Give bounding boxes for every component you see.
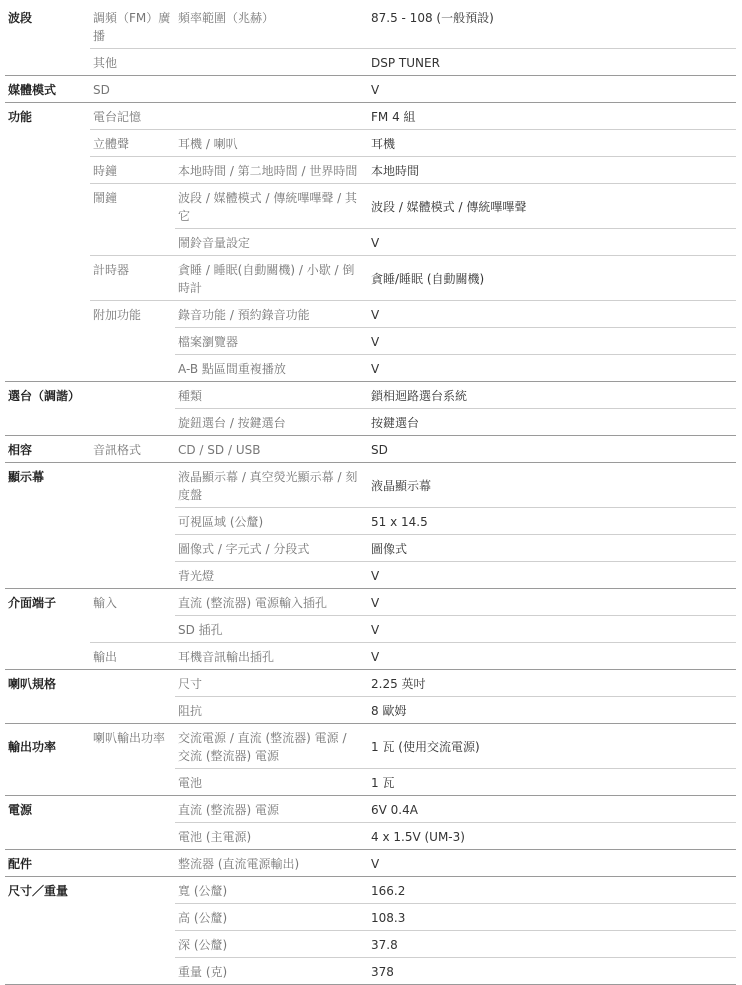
spec-subcategory: [90, 463, 175, 508]
spec-value: DSP TUNER: [363, 49, 736, 76]
spec-value: 108.3: [363, 904, 736, 931]
spec-item: 直流 (整流器) 電源: [175, 796, 363, 823]
spec-item: 種類: [175, 382, 363, 409]
spec-value: 8 歐姆: [363, 697, 736, 724]
spec-row: [5, 535, 736, 562]
spec-item: 高 (公釐): [175, 904, 363, 931]
spec-subcategory: [90, 382, 175, 409]
spec-item: 錄音功能 / 預約錄音功能: [175, 301, 363, 328]
spec-row: [5, 103, 736, 130]
spec-category: [5, 643, 90, 670]
spec-subcategory: SD: [90, 76, 175, 103]
spec-category: 波段: [8, 11, 33, 25]
spec-value: 耳機: [363, 130, 736, 157]
spec-value: 按鍵選台: [363, 409, 736, 436]
spec-subcategory: [90, 850, 175, 877]
spec-item: 本地時間 / 第二地時間 / 世界時間: [175, 157, 363, 184]
spec-item: SD 插孔: [175, 616, 363, 643]
spec-subcategory: [90, 535, 175, 562]
spec-item: 波段 / 媒體模式 / 傳統嗶嗶聲 / 其它: [175, 184, 363, 229]
spec-row: [5, 157, 736, 184]
spec-item: 整流器 (直流電源輸出): [175, 850, 363, 877]
spec-item: 電池: [175, 769, 363, 796]
spec-row: [5, 229, 736, 256]
spec-item: 耳機 / 喇叭: [175, 130, 363, 157]
spec-subcategory: 立體聲: [90, 130, 175, 157]
spec-value: 37.8: [363, 931, 736, 958]
spec-table-body: [5, 4, 736, 985]
spec-category: 尺寸／重量: [5, 877, 90, 904]
spec-item: [175, 49, 363, 76]
spec-item: 交流電源 / 直流 (整流器) 電源 / 交流 (整流器) 電源: [175, 724, 363, 769]
spec-value: SD: [363, 436, 736, 463]
spec-subcategory: 附加功能: [90, 301, 175, 328]
spec-value: V: [363, 328, 736, 355]
spec-item: 鬧鈴音量設定: [175, 229, 363, 256]
spec-subcategory: 計時器: [90, 256, 175, 301]
spec-value: V: [363, 616, 736, 643]
spec-category: [5, 535, 90, 562]
spec-subcategory: [90, 904, 175, 931]
spec-item: 阻抗: [175, 697, 363, 724]
spec-category: [5, 130, 90, 157]
spec-value: 166.2: [363, 877, 736, 904]
spec-subcategory: [90, 769, 175, 796]
spec-value: 圖像式: [363, 535, 736, 562]
spec-row: [5, 958, 736, 985]
spec-subcategory: 輸入: [90, 589, 175, 616]
spec-value: 液晶顯示幕: [363, 463, 736, 508]
spec-value: V: [363, 355, 736, 382]
spec-category: [5, 184, 90, 229]
spec-item: 貪睡 / 睡眠(自動關機) / 小歇 / 倒時計: [175, 256, 363, 301]
spec-subcategory: [90, 409, 175, 436]
spec-value: V: [363, 229, 736, 256]
spec-item: 可視區域 (公釐): [175, 508, 363, 535]
spec-value: 87.5 - 108 (一般預設): [371, 11, 494, 25]
spec-item: 檔案瀏覽器: [175, 328, 363, 355]
spec-item: 頻率範圍（兆赫）: [178, 11, 275, 25]
spec-row: [5, 589, 736, 616]
spec-row: [5, 49, 736, 76]
spec-row: [5, 877, 736, 904]
spec-category: [5, 562, 90, 589]
spec-item: [175, 76, 363, 103]
spec-subcategory: 電台記憶: [90, 103, 175, 130]
spec-item: 電池 (主電源): [175, 823, 363, 850]
spec-category: 功能: [5, 103, 90, 130]
spec-subcategory: [90, 616, 175, 643]
spec-category: 喇叭規格: [5, 670, 90, 697]
spec-row: [5, 823, 736, 850]
spec-category: 選台（調諧）: [5, 382, 90, 409]
spec-item: 液晶顯示幕 / 真空熒光顯示幕 / 刻度盤: [175, 463, 363, 508]
spec-value: V: [363, 643, 736, 670]
spec-subcategory: 鬧鐘: [90, 184, 175, 229]
spec-category: [5, 697, 90, 724]
spec-row: [5, 355, 736, 382]
spec-value: 貪睡/睡眠 (自動關機): [363, 256, 736, 301]
spec-row: [5, 436, 736, 463]
spec-row: [5, 850, 736, 877]
spec-category: [5, 508, 90, 535]
spec-subcategory: [90, 562, 175, 589]
spec-row: [5, 796, 736, 823]
spec-category: 介面端子: [5, 589, 90, 616]
spec-subcategory: 其他: [90, 49, 175, 76]
spec-category: [5, 328, 90, 355]
spec-item: 圖像式 / 字元式 / 分段式: [175, 535, 363, 562]
spec-value: 378: [363, 958, 736, 985]
spec-category: 輸出功率: [5, 724, 90, 769]
spec-value: V: [363, 76, 736, 103]
spec-subcategory: [90, 697, 175, 724]
spec-item: [175, 103, 363, 130]
spec-category: 媒體模式: [5, 76, 90, 103]
spec-category: [5, 958, 90, 985]
spec-item: CD / SD / USB: [175, 436, 363, 463]
spec-category: 顯示幕: [5, 463, 90, 508]
spec-subcategory: [90, 877, 175, 904]
spec-subcategory: [90, 823, 175, 850]
spec-category: 配件: [5, 850, 90, 877]
spec-category: [5, 301, 90, 328]
spec-category: [5, 157, 90, 184]
spec-subcategory: 調頻（FM）廣播: [93, 11, 171, 43]
spec-row: [5, 931, 736, 958]
spec-row: [5, 76, 736, 103]
spec-subcategory: [90, 355, 175, 382]
spec-category: [5, 256, 90, 301]
spec-row: [5, 4, 736, 49]
spec-category: 相容: [5, 436, 90, 463]
spec-category: [5, 355, 90, 382]
spec-row: [5, 616, 736, 643]
spec-row: [5, 463, 736, 508]
spec-item: 旋鈕選台 / 按鍵選台: [175, 409, 363, 436]
spec-value: V: [363, 301, 736, 328]
spec-row: [5, 562, 736, 589]
spec-category: [5, 823, 90, 850]
spec-category: 電源: [5, 796, 90, 823]
spec-subcategory: 音訊格式: [90, 436, 175, 463]
spec-value: 1 瓦 (使用交流電源): [363, 724, 736, 769]
spec-subcategory: [90, 508, 175, 535]
spec-row: [5, 769, 736, 796]
spec-subcategory: 時鐘: [90, 157, 175, 184]
spec-category: [5, 904, 90, 931]
spec-subcategory: 喇叭輸出功率: [90, 724, 175, 769]
spec-item: 尺寸: [175, 670, 363, 697]
spec-subcategory: [90, 931, 175, 958]
spec-value: 2.25 英吋: [363, 670, 736, 697]
spec-category: [5, 769, 90, 796]
spec-subcategory: [90, 670, 175, 697]
spec-subcategory: [90, 328, 175, 355]
spec-value: V: [363, 589, 736, 616]
spec-item: 耳機音訊輸出插孔: [175, 643, 363, 670]
spec-category: [5, 931, 90, 958]
spec-row: [5, 409, 736, 436]
spec-value: 1 瓦: [363, 769, 736, 796]
spec-value: FM 4 組: [363, 103, 736, 130]
spec-value: 鎖相迴路選台系統: [363, 382, 736, 409]
spec-item: 深 (公釐): [175, 931, 363, 958]
spec-row: [5, 301, 736, 328]
spec-row: [5, 697, 736, 724]
spec-item: 重量 (克): [175, 958, 363, 985]
spec-value: 6V 0.4A: [363, 796, 736, 823]
spec-row: [5, 382, 736, 409]
spec-category: [5, 409, 90, 436]
spec-value: V: [363, 850, 736, 877]
spec-table: [5, 4, 736, 985]
spec-value: 51 x 14.5: [363, 508, 736, 535]
spec-row: [5, 670, 736, 697]
spec-row: [5, 130, 736, 157]
spec-subcategory: [90, 796, 175, 823]
spec-row: [5, 328, 736, 355]
spec-row: [5, 643, 736, 670]
spec-item: 直流 (整流器) 電源輸入插孔: [175, 589, 363, 616]
spec-value: 4 x 1.5V (UM-3): [363, 823, 736, 850]
spec-row: [5, 508, 736, 535]
spec-value: 本地時間: [363, 157, 736, 184]
spec-category: [5, 229, 90, 256]
spec-category: [5, 49, 90, 76]
spec-category: [5, 616, 90, 643]
spec-item: 寬 (公釐): [175, 877, 363, 904]
spec-subcategory: [90, 958, 175, 985]
spec-row: [5, 724, 736, 769]
spec-subcategory: 輸出: [90, 643, 175, 670]
spec-row: [5, 904, 736, 931]
spec-value: 波段 / 媒體模式 / 傳統嗶嗶聲: [363, 184, 736, 229]
spec-item: A-B 點區間重複播放: [175, 355, 363, 382]
spec-item: 背光燈: [175, 562, 363, 589]
spec-subcategory: [90, 229, 175, 256]
spec-value: V: [363, 562, 736, 589]
spec-row: [5, 256, 736, 301]
spec-row: [5, 184, 736, 229]
